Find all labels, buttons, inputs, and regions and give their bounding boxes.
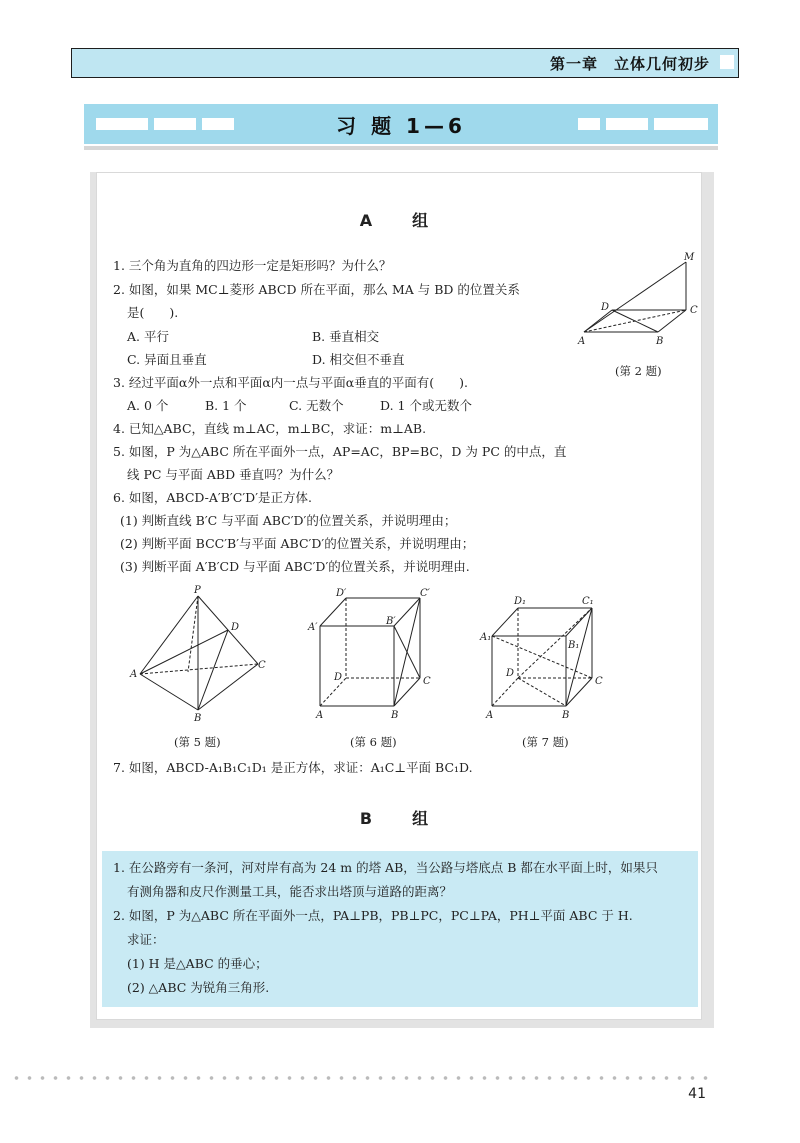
figure-2	[572, 250, 702, 350]
fig7-edge-bd	[518, 678, 566, 706]
exercise-title-band	[84, 104, 718, 144]
fig5-label-b: B	[194, 713, 202, 724]
fig5-edge-ab	[140, 674, 198, 710]
fig5-label-c: C	[258, 660, 266, 671]
fig5-label-a: A	[130, 669, 138, 680]
fig6-label-a: A	[316, 710, 324, 721]
group-a-heading: A 组	[359, 211, 441, 230]
fig7-label-b: B	[562, 710, 570, 721]
page-number: 41	[688, 1086, 706, 1102]
fig2-label-c: C	[690, 305, 698, 316]
problem-a2-cont: 是( ).	[127, 305, 179, 320]
caption-fig5: (第 5 题)	[174, 735, 221, 749]
fig6-edge-top-left	[320, 598, 346, 626]
figure-5	[128, 584, 268, 724]
fig6-edge-ad	[320, 678, 346, 706]
fig2-label-a: A	[578, 336, 586, 347]
fig7-label-a: A	[486, 710, 494, 721]
title-band-shadow	[84, 146, 718, 150]
problem-a6: 6. 如图，ABCD-A′B′C′D′是正方体.	[113, 490, 313, 505]
fig7-edge-dc1	[518, 608, 592, 678]
fig7-label-c: C	[595, 676, 603, 687]
option-a2-c: C. 异面且垂直	[127, 352, 207, 367]
option-a3-b: B. 1 个	[205, 398, 247, 413]
fig7-label-d: D	[506, 668, 515, 679]
footer-dotted-rule	[10, 1075, 710, 1081]
fig2-label-m: M	[684, 252, 695, 263]
problem-b1-cont: 有测角器和皮尺作测量工具，能否求出塔顶与道路的距离？	[127, 884, 453, 899]
fig6-label-d: D	[334, 672, 343, 683]
fig2-edge-bc	[658, 310, 686, 332]
fig6-label-dp: D′	[336, 588, 347, 599]
problem-a2: 2. 如图，如果 MC⊥菱形 ABCD 所在平面，那么 MA 与 BD 的位置关系	[113, 282, 520, 297]
caption-fig7: (第 7 题)	[522, 735, 569, 749]
problem-b2-1: (1) H 是△ABC 的垂心；	[127, 956, 268, 971]
chapter-title: 第一章 立体几何初步	[549, 55, 710, 73]
fig7-label-d1: D₁	[514, 596, 527, 607]
figure-7	[478, 590, 608, 724]
fig6-label-bp: B′	[386, 616, 396, 627]
fig7-label-c1: C₁	[582, 596, 594, 607]
fig6-label-ap: A′	[308, 622, 318, 633]
problem-a6-1: (1) 判断直线 B′C 与平面 ABC′D′的位置关系，并说明理由；	[120, 513, 457, 528]
option-a2-b: B. 垂直相交	[312, 329, 380, 344]
fig6-edge-bcp	[394, 598, 420, 706]
fig5-label-p: P	[194, 585, 201, 596]
option-a3-a: A. 0 个	[127, 398, 169, 413]
chapter-square-decoration	[720, 55, 734, 69]
fig2-label-d: D	[601, 302, 610, 313]
group-b-heading: B 组	[359, 809, 441, 828]
problem-b2: 2. 如图，P 为△ABC 所在平面外一点，PA⊥PB，PB⊥PC，PC⊥PA，PH⊥平面 ABC 于 H.	[113, 908, 633, 923]
problem-a3: 3. 经过平面α外一点和平面α内一点与平面α垂直的平面有( ).	[113, 375, 468, 390]
chapter-header-bar	[71, 48, 739, 78]
problem-b2-prove: 求证：	[127, 932, 165, 947]
fig6-label-c: C	[423, 676, 431, 687]
exercise-title: 习 题 1—6	[336, 114, 466, 138]
problem-a1: 1. 三个角为直角的四边形一定是矩形吗？为什么？	[113, 258, 392, 273]
problem-a5: 5. 如图，P 为△ABC 所在平面外一点，AP=AC，BP=BC，D 为 PC 的中点，直	[113, 444, 567, 459]
caption-fig6: (第 6 题)	[350, 735, 397, 749]
fig7-label-b1: B₁	[568, 640, 580, 651]
figure-6	[306, 584, 436, 724]
fig6-edge-top-right	[394, 598, 420, 626]
problem-a7: 7. 如图，ABCD-A₁B₁C₁D₁ 是正方体，求证：A₁C⊥平面 BC₁D.	[113, 760, 473, 775]
fig7-label-a1: A₁	[480, 632, 492, 643]
fig7-edge-top-left	[492, 608, 518, 636]
problem-b1: 1. 在公路旁有一条河，河对岸有高为 24 m 的塔 AB，当公路与塔底点 B 都在水平面上时，如果只	[113, 860, 658, 875]
problem-a6-2: (2) 判断平面 BCC′B′与平面 ABC′D′的位置关系，并说明理由；	[120, 536, 475, 551]
problem-a6-3: (3) 判断平面 A′B′CD 与平面 ABC′D′的位置关系，并说明理由.	[120, 559, 470, 574]
option-a3-c: C. 无数个	[289, 398, 344, 413]
fig5-label-d: D	[231, 622, 240, 633]
fig7-edge-ad	[492, 678, 518, 706]
option-a2-a: A. 平行	[127, 329, 169, 344]
fig6-edge-bc	[394, 678, 420, 706]
caption-fig2: (第 2 题)	[615, 364, 662, 378]
option-a2-d: D. 相交但不垂直	[312, 352, 405, 367]
problem-a4: 4. 已知△ABC，直线 m⊥AC，m⊥BC，求证：m⊥AB.	[113, 421, 427, 436]
option-a3-d: D. 1 个或无数个	[380, 398, 472, 413]
problem-b2-2: (2) △ABC 为锐角三角形.	[127, 980, 270, 995]
fig6-label-cp: C′	[420, 588, 430, 599]
fig2-label-b: B	[656, 336, 664, 347]
fig6-label-b: B	[391, 710, 399, 721]
problem-a5-cont: 线 PC 与平面 ABD 垂直吗？为什么？	[127, 467, 340, 482]
